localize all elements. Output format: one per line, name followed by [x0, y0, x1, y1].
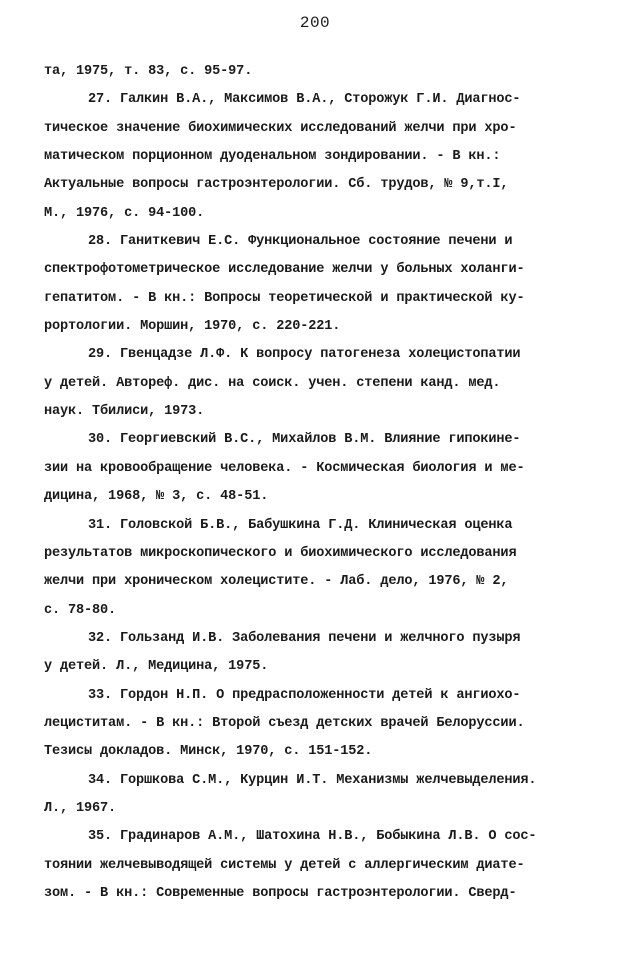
- reference-line: дицина, 1968, № 3, с. 48-51.: [44, 489, 269, 505]
- reference-line: у детей. Л., Медицина, 1975.: [44, 659, 269, 675]
- reference-line: тическое значение биохимических исследований желчи при хро-: [44, 120, 517, 136]
- reference-line: М., 1976, с. 94-100.: [44, 205, 205, 221]
- reference-line: зом. - В кн.: Современные вопросы гастроэнтерологии. Сверд-: [44, 885, 517, 901]
- reference-line: гепатитом. - В кн.: Вопросы теоретической и практической ку-: [44, 290, 525, 306]
- reference-line: желчи при хроническом холецистите. - Лаб. дело, 1976, № 2,: [44, 574, 509, 590]
- reference-entry-start-line: 27. Галкин В.А., Максимов В.А., Сторожук Г.И. Диагнос-: [88, 92, 521, 108]
- reference-entry-start-line: 30. Георгиевский В.С., Михайлов В.М. Влияние гипокине-: [88, 432, 521, 448]
- reference-line: рортологии. Моршин, 1970, с. 220-221.: [44, 319, 341, 335]
- reference-list: [44, 58, 592, 908]
- reference-line: матическом порционном дуоденальном зондировании. - В кн.:: [44, 149, 501, 165]
- reference-line: Тезисы докладов. Минск, 1970, с. 151-152.: [44, 744, 373, 760]
- reference-line: наук. Тбилиси, 1973.: [44, 404, 205, 420]
- reference-line: тоянии желчевыводящей системы у детей с аллергическим диате-: [44, 857, 525, 873]
- reference-line: с. 78-80.: [44, 602, 117, 618]
- reference-entry-start-line: 34. Горшкова С.М., Курцин И.Т. Механизмы желчевыделения.: [88, 772, 537, 788]
- reference-entry-start-line: 29. Гвенцадзе Л.Ф. К вопросу патогенеза холецистопатии: [88, 347, 521, 363]
- reference-line: та, 1975, т. 83, с. 95-97.: [44, 64, 253, 79]
- reference-entry-start-line: 32. Гользанд И.В. Заболевания печени и желчного пузыря: [88, 630, 521, 646]
- reference-entry-start-line: 35. Градинаров А.М., Шатохина Н.В., Бобыкина Л.В. О сос-: [88, 829, 537, 845]
- page-number: 200: [299, 14, 331, 32]
- reference-line: Актуальные вопросы гастроэнтерологии. Сб. трудов, № 9,т.I,: [44, 177, 509, 193]
- reference-line: Л., 1967.: [44, 800, 117, 816]
- reference-entry-start-line: 28. Ганиткевич Е.С. Функциональное состояние печени и: [88, 234, 513, 250]
- reference-line: спектрофотометрическое исследование желчи у больных холанги-: [44, 262, 525, 278]
- reference-line: лециститам. - В кн.: Второй съезд детских врачей Белоруссии.: [44, 715, 525, 731]
- reference-entry-start-line: 33. Гордон Н.П. О предрасположенности детей к ангиохо-: [88, 687, 521, 703]
- reference-line: зии на кровообращение человека. - Космическая биология и ме-: [44, 460, 525, 476]
- reference-line: у детей. Автореф. дис. на соиск. учен. степени канд. мед.: [44, 375, 501, 391]
- reference-line: результатов микроскопического и биохимического исследования: [44, 545, 517, 561]
- reference-entry-start-line: 31. Головской Б.В., Бабушкина Г.Д. Клиническая оценка: [88, 517, 513, 533]
